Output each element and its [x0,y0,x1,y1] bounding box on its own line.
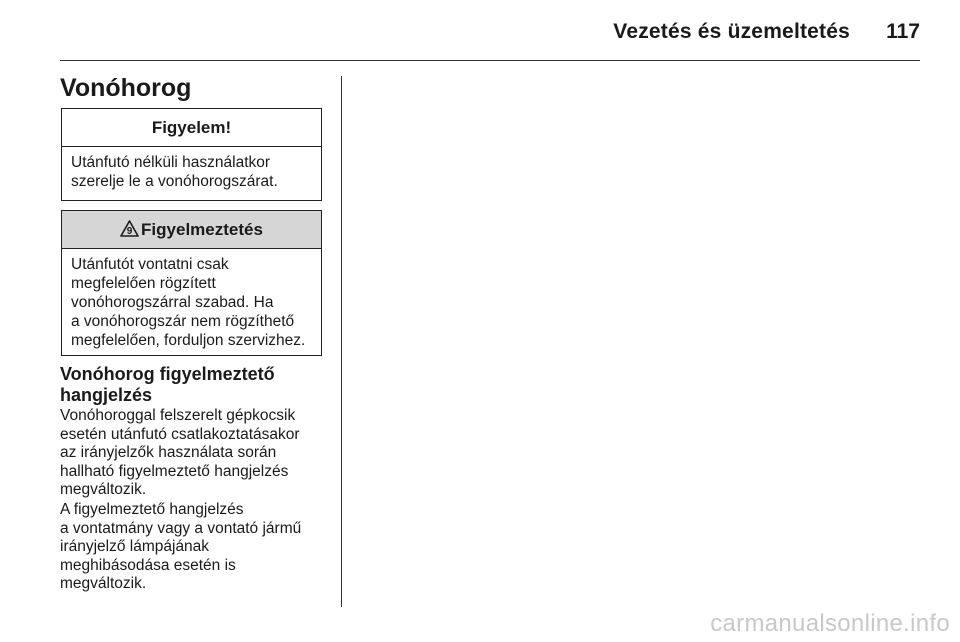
section-title: Vonóhorog [60,74,192,102]
notice-line: Utánfutó nélküli használatkor [71,154,271,171]
paragraph-line: hallható figyelmeztető hangjelzés [60,462,289,480]
warning-triangle-icon [120,213,139,251]
svg-text:9: 9 [126,226,133,237]
paragraph-line: Vonóhoroggal felszerelt gépkocsik [60,407,296,424]
subsection-heading-line: Vonóhorog figyelmeztető [60,364,275,384]
warning-header [62,211,321,249]
subsection-heading [60,364,275,406]
subsection-heading-line: hangjelzés [60,385,153,405]
paragraph-line: A figyelmeztető hangjelzés [60,501,244,518]
notice-box [61,108,322,201]
paragraph-line: irányjelző lámpájának [60,538,210,555]
paragraph-line: megváltozik. [60,575,147,592]
watermark: carmanualsonline.info [710,610,950,637]
warning-body [62,249,321,350]
warning-line: vonóhorogszárral szabad. Ha [71,294,274,311]
notice-body [62,147,321,191]
column-divider [341,76,342,607]
paragraph-line: esetén utánfutó csatlakoztatásakor [60,425,300,443]
paragraph-line: megváltozik. [60,481,147,498]
warning-line: a vonóhorogszár nem rögzíthető [71,313,295,330]
warning-heading: Figyelmeztetés [141,220,263,239]
paragraph-line: az irányjelzők használata során [60,444,277,461]
warning-line: Utánfutót vontatni csak [71,256,229,273]
header-divider [60,60,920,61]
page-number: 117 [886,20,920,43]
warning-box [61,210,322,356]
notice-line: szerelje le a vonóhorogszárat. [71,173,278,190]
body-paragraph-2 [60,501,301,594]
paragraph-line: a vontatmány vagy a vontató jármű [60,519,302,537]
body-paragraph-1 [60,407,300,500]
warning-line: megfelelően, forduljon szervizhez. [71,332,306,349]
paragraph-line: meghibásodása esetén is [60,556,236,574]
warning-line: megfelelően rögzített [71,275,216,292]
page-header-title: Vezetés és üzemeltetés [613,20,850,43]
notice-heading: Figyelem! [62,109,321,147]
